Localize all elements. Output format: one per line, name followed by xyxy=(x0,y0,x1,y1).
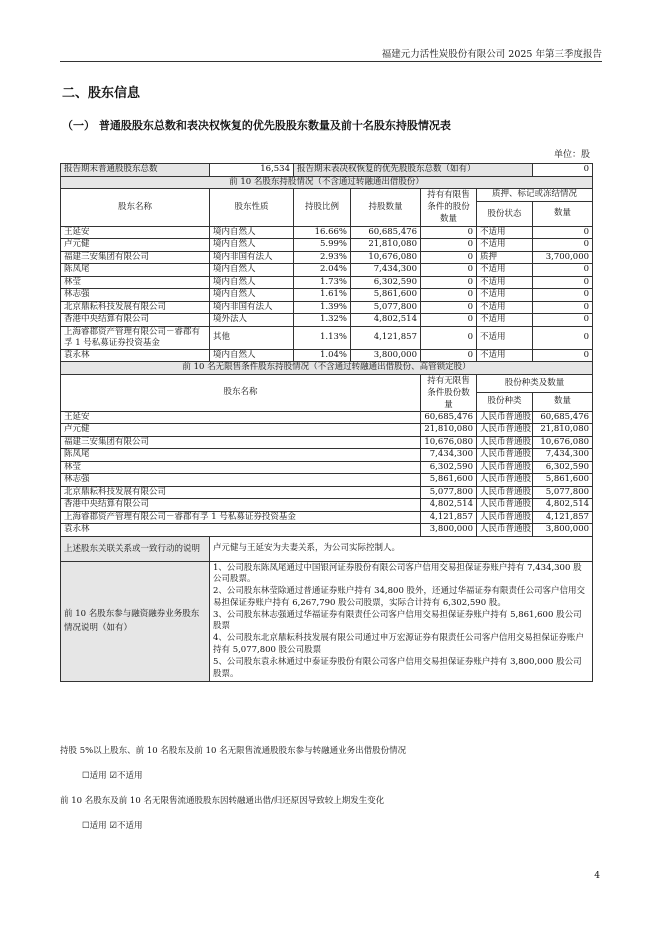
lending-options: ☐适用 ☑不适用 xyxy=(82,771,143,781)
header-quantity: 持股数量 xyxy=(351,189,421,227)
holder-nature: 境内自然人 xyxy=(210,276,294,289)
unrestricted-row xyxy=(61,449,593,462)
share-type: 人民币普通股 xyxy=(477,449,533,462)
holder-qty: 5,077,800 xyxy=(351,301,421,314)
unit-label: 单位：股 xyxy=(553,150,590,160)
holder-nature: 境内自然人 xyxy=(210,239,294,252)
header-divider xyxy=(60,61,602,62)
share-type: 人民币普通股 xyxy=(477,486,533,499)
unrestricted-row xyxy=(61,474,593,487)
unrestricted-row xyxy=(61,436,593,449)
share-type: 人民币普通股 xyxy=(477,424,533,437)
shareholder-row xyxy=(61,251,593,264)
holder-qty: 10,676,080 xyxy=(351,251,421,264)
holder-restricted: 0 xyxy=(421,251,477,264)
lending-note: 持股 5%以上股东、前 10 名股东及前 10 名无限售流通股股东参与转融通业务出借股份情况 xyxy=(60,746,407,756)
share-type: 人民币普通股 xyxy=(477,511,533,524)
pledge-qty: 0 xyxy=(533,264,593,277)
margin-item: 4、公司股东北京鼎耘科技发展有限公司通过申万宏源证券有限责任公司客户信用交易担保证券账户持有 5,077,800 股公司股票 xyxy=(213,633,584,656)
share-qty: 21,810,080 xyxy=(533,424,593,437)
header2-type-qty: 股份种类及数量 xyxy=(477,374,593,393)
share-qty: 4,802,514 xyxy=(533,499,593,512)
share-type: 人民币普通股 xyxy=(477,461,533,474)
holder-name: 上海睿郡资产管理有限公司－睿郡有孚 1 号私募证券投资基金 xyxy=(61,326,210,349)
change-note: 前 10 名股东及前 10 名无限售流通股股东因转融通出借/归还原因导致较上期发生变化 xyxy=(60,796,385,806)
margin-item: 1、公司股东陈凤尾通过中国银河证券股份有限公司客户信用交易担保证券账户持有 7,434,300 股公司股票。 xyxy=(213,562,582,585)
pledge-qty: 0 xyxy=(533,349,593,362)
header2-unrestricted: 持有无限售条件股份数量 xyxy=(421,374,477,411)
holder-name: 林莹 xyxy=(61,461,421,474)
share-qty: 3,800,000 xyxy=(533,524,593,537)
unrestricted-row xyxy=(61,524,593,537)
header-nature: 股东性质 xyxy=(210,189,294,227)
holder-name: 卢元健 xyxy=(61,239,210,252)
unrestricted-qty: 5,077,800 xyxy=(421,486,477,499)
pledge-status: 不适用 xyxy=(477,264,533,277)
pledge-status: 不适用 xyxy=(477,276,533,289)
unrestricted-row xyxy=(61,486,593,499)
top10-title: 前 10 名股东持股情况（不含通过转融通出借股份） xyxy=(61,176,593,189)
unrestricted-qty: 4,121,857 xyxy=(421,511,477,524)
holder-ratio: 1.73% xyxy=(294,276,351,289)
holder-restricted: 0 xyxy=(421,226,477,239)
shareholder-row xyxy=(61,239,593,252)
total-holders-label: 报告期末普通股股东总数 xyxy=(61,164,210,177)
preferred-holders-label: 报告期末表决权恢复的优先股股东总数（如有） xyxy=(294,164,533,177)
pledge-qty: 3,700,000 xyxy=(533,251,593,264)
pledge-qty: 0 xyxy=(533,314,593,327)
shareholder-row xyxy=(61,349,593,362)
share-qty: 5,077,800 xyxy=(533,486,593,499)
header-pledge-qty: 数量 xyxy=(533,201,593,226)
holder-ratio: 5.99% xyxy=(294,239,351,252)
holder-name: 福建三安集团有限公司 xyxy=(61,251,210,264)
holder-nature: 境内自然人 xyxy=(210,289,294,302)
holder-name: 香港中央结算有限公司 xyxy=(61,499,421,512)
unrestricted-qty: 6,302,590 xyxy=(421,461,477,474)
related-text: 卢元健与王延安为夫妻关系，为公司实际控制人。 xyxy=(210,536,593,561)
holder-ratio: 2.93% xyxy=(294,251,351,264)
holder-name: 陈凤尾 xyxy=(61,264,210,277)
holder-restricted: 0 xyxy=(421,314,477,327)
share-type: 人民币普通股 xyxy=(477,474,533,487)
holder-nature: 境外法人 xyxy=(210,314,294,327)
holder-ratio: 1.32% xyxy=(294,314,351,327)
holder-qty: 4,802,514 xyxy=(351,314,421,327)
pledge-status: 质押 xyxy=(477,251,533,264)
holder-nature: 境内自然人 xyxy=(210,264,294,277)
change-options: ☐适用 ☑不适用 xyxy=(82,821,143,831)
header2-name: 股东名称 xyxy=(61,374,421,411)
header-status: 股份状态 xyxy=(477,201,533,226)
holder-name: 袁永林 xyxy=(61,349,210,362)
page-header: 福建元力活性炭股份有限公司 2025 年第三季度报告 xyxy=(381,49,602,60)
holder-name: 林莹 xyxy=(61,276,210,289)
holder-name: 上海睿郡资产管理有限公司－睿郡有孚 1 号私募证券投资基金 xyxy=(61,511,421,524)
shareholder-table xyxy=(60,163,593,682)
holder-nature: 境内自然人 xyxy=(210,349,294,362)
holder-restricted: 0 xyxy=(421,326,477,349)
holder-nature: 境内非国有法人 xyxy=(210,251,294,264)
shareholder-row xyxy=(61,326,593,349)
total-holders-value: 16,534 xyxy=(210,164,294,177)
pledge-status: 不适用 xyxy=(477,326,533,349)
holder-restricted: 0 xyxy=(421,264,477,277)
share-type: 人民币普通股 xyxy=(477,436,533,449)
holder-name: 北京鼎耘科技发展有限公司 xyxy=(61,301,210,314)
holder-name: 林志强 xyxy=(61,289,210,302)
holder-qty: 60,685,476 xyxy=(351,226,421,239)
header-restricted: 持有有限售条件的股份数量 xyxy=(421,189,477,227)
holder-ratio: 1.39% xyxy=(294,301,351,314)
share-qty: 60,685,476 xyxy=(533,411,593,424)
top10-unrestricted-title: 前 10 名无限售条件股东持股情况（不含通过转融通出借股份、高管锁定股） xyxy=(61,362,593,375)
related-label: 上述股东关联关系或一致行动的说明 xyxy=(61,536,210,561)
unrestricted-qty: 3,800,000 xyxy=(421,524,477,537)
holder-name: 王延安 xyxy=(61,411,421,424)
shareholder-row xyxy=(61,314,593,327)
holder-qty: 3,800,000 xyxy=(351,349,421,362)
header-name: 股东名称 xyxy=(61,189,210,227)
holder-name: 林志强 xyxy=(61,474,421,487)
margin-item: 2、公司股东林莹除通过普通证券账户持有 34,800 股外，还通过华福证券有限责任公司客户信用交易担保证券账户持有 6,267,790 股公司股票，实际合计持有 6,302,590 股。 xyxy=(213,586,586,608)
holder-ratio: 2.04% xyxy=(294,264,351,277)
shareholder-row xyxy=(61,289,593,302)
section-title: 二、股东信息 xyxy=(62,86,141,101)
unrestricted-qty: 4,802,514 xyxy=(421,499,477,512)
unrestricted-row xyxy=(61,411,593,424)
holder-restricted: 0 xyxy=(421,289,477,302)
header2-type: 股份种类 xyxy=(477,393,533,412)
holder-ratio: 1.04% xyxy=(294,349,351,362)
preferred-holders-value: 0 xyxy=(533,164,593,177)
holder-qty: 21,810,080 xyxy=(351,239,421,252)
header-pledge: 质押、标记或冻结情况 xyxy=(477,189,593,202)
pledge-status: 不适用 xyxy=(477,314,533,327)
unrestricted-qty: 5,861,600 xyxy=(421,474,477,487)
holder-nature: 境内非国有法人 xyxy=(210,301,294,314)
holder-restricted: 0 xyxy=(421,349,477,362)
unrestricted-qty: 21,810,080 xyxy=(421,424,477,437)
holder-restricted: 0 xyxy=(421,276,477,289)
holder-name: 陈凤尾 xyxy=(61,449,421,462)
margin-item: 3、公司股东林志强通过华福证券有限责任公司客户信用交易担保证券账户持有 5,861,600 股公司股票 xyxy=(213,609,582,632)
pledge-qty: 0 xyxy=(533,289,593,302)
pledge-status: 不适用 xyxy=(477,301,533,314)
pledge-status: 不适用 xyxy=(477,226,533,239)
holder-name: 卢元健 xyxy=(61,424,421,437)
unrestricted-qty: 7,434,300 xyxy=(421,449,477,462)
holder-name: 香港中央结算有限公司 xyxy=(61,314,210,327)
unrestricted-row xyxy=(61,499,593,512)
header-ratio: 持股比例 xyxy=(294,189,351,227)
margin-text xyxy=(210,561,593,682)
shareholder-row xyxy=(61,276,593,289)
unrestricted-row xyxy=(61,461,593,474)
holder-ratio: 1.13% xyxy=(294,326,351,349)
holder-nature: 境内自然人 xyxy=(210,226,294,239)
holder-name: 北京鼎耘科技发展有限公司 xyxy=(61,486,421,499)
holder-nature: 其他 xyxy=(210,326,294,349)
subsection-title: （一） 普通股股东总数和表决权恢复的优先股股东数量及前十名股东持股情况表 xyxy=(62,119,451,132)
share-qty: 6,302,590 xyxy=(533,461,593,474)
pledge-qty: 0 xyxy=(533,276,593,289)
holder-name: 福建三安集团有限公司 xyxy=(61,436,421,449)
holder-ratio: 16.66% xyxy=(294,226,351,239)
pledge-qty: 0 xyxy=(533,226,593,239)
share-qty: 7,434,300 xyxy=(533,449,593,462)
unrestricted-qty: 60,685,476 xyxy=(421,411,477,424)
unrestricted-row xyxy=(61,424,593,437)
margin-item: 5、公司股东袁永林通过中泰证券股份有限公司客户信用交易担保证券账户持有 3,800,000 股公司股票。 xyxy=(213,656,582,679)
holder-name: 袁永林 xyxy=(61,524,421,537)
share-qty: 4,121,857 xyxy=(533,511,593,524)
share-qty: 5,861,600 xyxy=(533,474,593,487)
share-type: 人民币普通股 xyxy=(477,411,533,424)
holder-qty: 7,434,300 xyxy=(351,264,421,277)
pledge-status: 不适用 xyxy=(477,239,533,252)
shareholder-row xyxy=(61,264,593,277)
shareholder-row xyxy=(61,226,593,239)
pledge-status: 不适用 xyxy=(477,349,533,362)
pledge-status: 不适用 xyxy=(477,289,533,302)
unrestricted-qty: 10,676,080 xyxy=(421,436,477,449)
pledge-qty: 0 xyxy=(533,239,593,252)
holder-qty: 5,861,600 xyxy=(351,289,421,302)
page-number: 4 xyxy=(594,871,600,881)
holder-qty: 4,121,857 xyxy=(351,326,421,349)
margin-label: 前 10 名股东参与融资融券业务股东情况说明（如有） xyxy=(61,561,210,682)
header2-qty: 数量 xyxy=(533,393,593,412)
share-type: 人民币普通股 xyxy=(477,499,533,512)
pledge-qty: 0 xyxy=(533,326,593,349)
holder-restricted: 0 xyxy=(421,301,477,314)
pledge-qty: 0 xyxy=(533,301,593,314)
shareholder-row xyxy=(61,301,593,314)
share-qty: 10,676,080 xyxy=(533,436,593,449)
unrestricted-row xyxy=(61,511,593,524)
holder-restricted: 0 xyxy=(421,239,477,252)
holder-ratio: 1.61% xyxy=(294,289,351,302)
holder-name: 王延安 xyxy=(61,226,210,239)
holder-qty: 6,302,590 xyxy=(351,276,421,289)
share-type: 人民币普通股 xyxy=(477,524,533,537)
